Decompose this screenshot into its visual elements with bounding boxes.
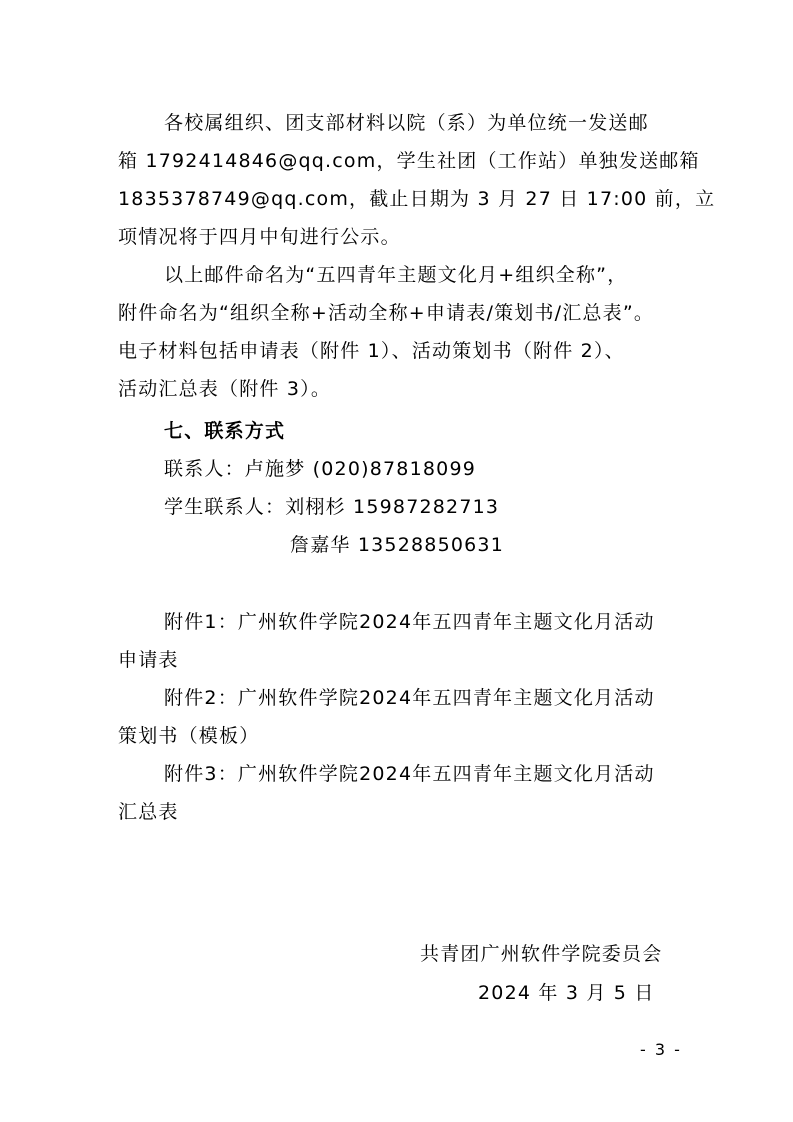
paragraph-line: 各校属组织、团支部材料以院（系）为单位统一发送邮 (164, 112, 649, 134)
signature-organization: 共青团广州软件学院委员会 (420, 943, 663, 965)
student-contact-2: 詹嘉华 13528850631 (290, 534, 505, 556)
paragraph-line: 活动汇总表（附件 3）。 (118, 378, 332, 400)
paragraph-line: 项情况将于四月中旬进行公示。 (118, 226, 401, 248)
attachment-title: 附件2：广州软件学院2024年五四青年主题文化月活动 (164, 687, 655, 709)
paragraph-line: 附件命名为“组织全称+活动全称+申请表/策划书/汇总表”。 (118, 302, 655, 324)
attachment-title-cont: 汇总表 (118, 801, 179, 823)
signature-date: 2024 年 3 月 5 日 (478, 982, 655, 1004)
attachment-title: 附件1：广州软件学院2024年五四青年主题文化月活动 (164, 611, 655, 633)
student-contact-1: 学生联系人：刘栩杉 15987282713 (164, 496, 500, 518)
attachment-title: 附件3：广州软件学院2024年五四青年主题文化月活动 (164, 763, 655, 785)
attachment-title-cont: 申请表 (118, 649, 179, 671)
contact-person: 联系人：卢施梦 (020)87818099 (164, 458, 477, 480)
paragraph-line: 以上邮件命名为“五四青年主题文化月+组织全称”， (164, 264, 628, 286)
paragraph-line: 箱 1792414846@qq.com，学生社团（工作站）单独发送邮箱 (118, 150, 700, 172)
paragraph-line: 电子材料包括申请表（附件 1）、活动策划书（附件 2）、 (118, 340, 625, 362)
paragraph-line: 1835378749@qq.com，截止日期为 3 月 27 日 17:00 前，立 (118, 188, 716, 210)
page-number: - 3 - (640, 1040, 682, 1059)
attachment-title-cont: 策划书（模板） (118, 725, 260, 747)
section-heading: 七、联系方式 (164, 420, 286, 442)
